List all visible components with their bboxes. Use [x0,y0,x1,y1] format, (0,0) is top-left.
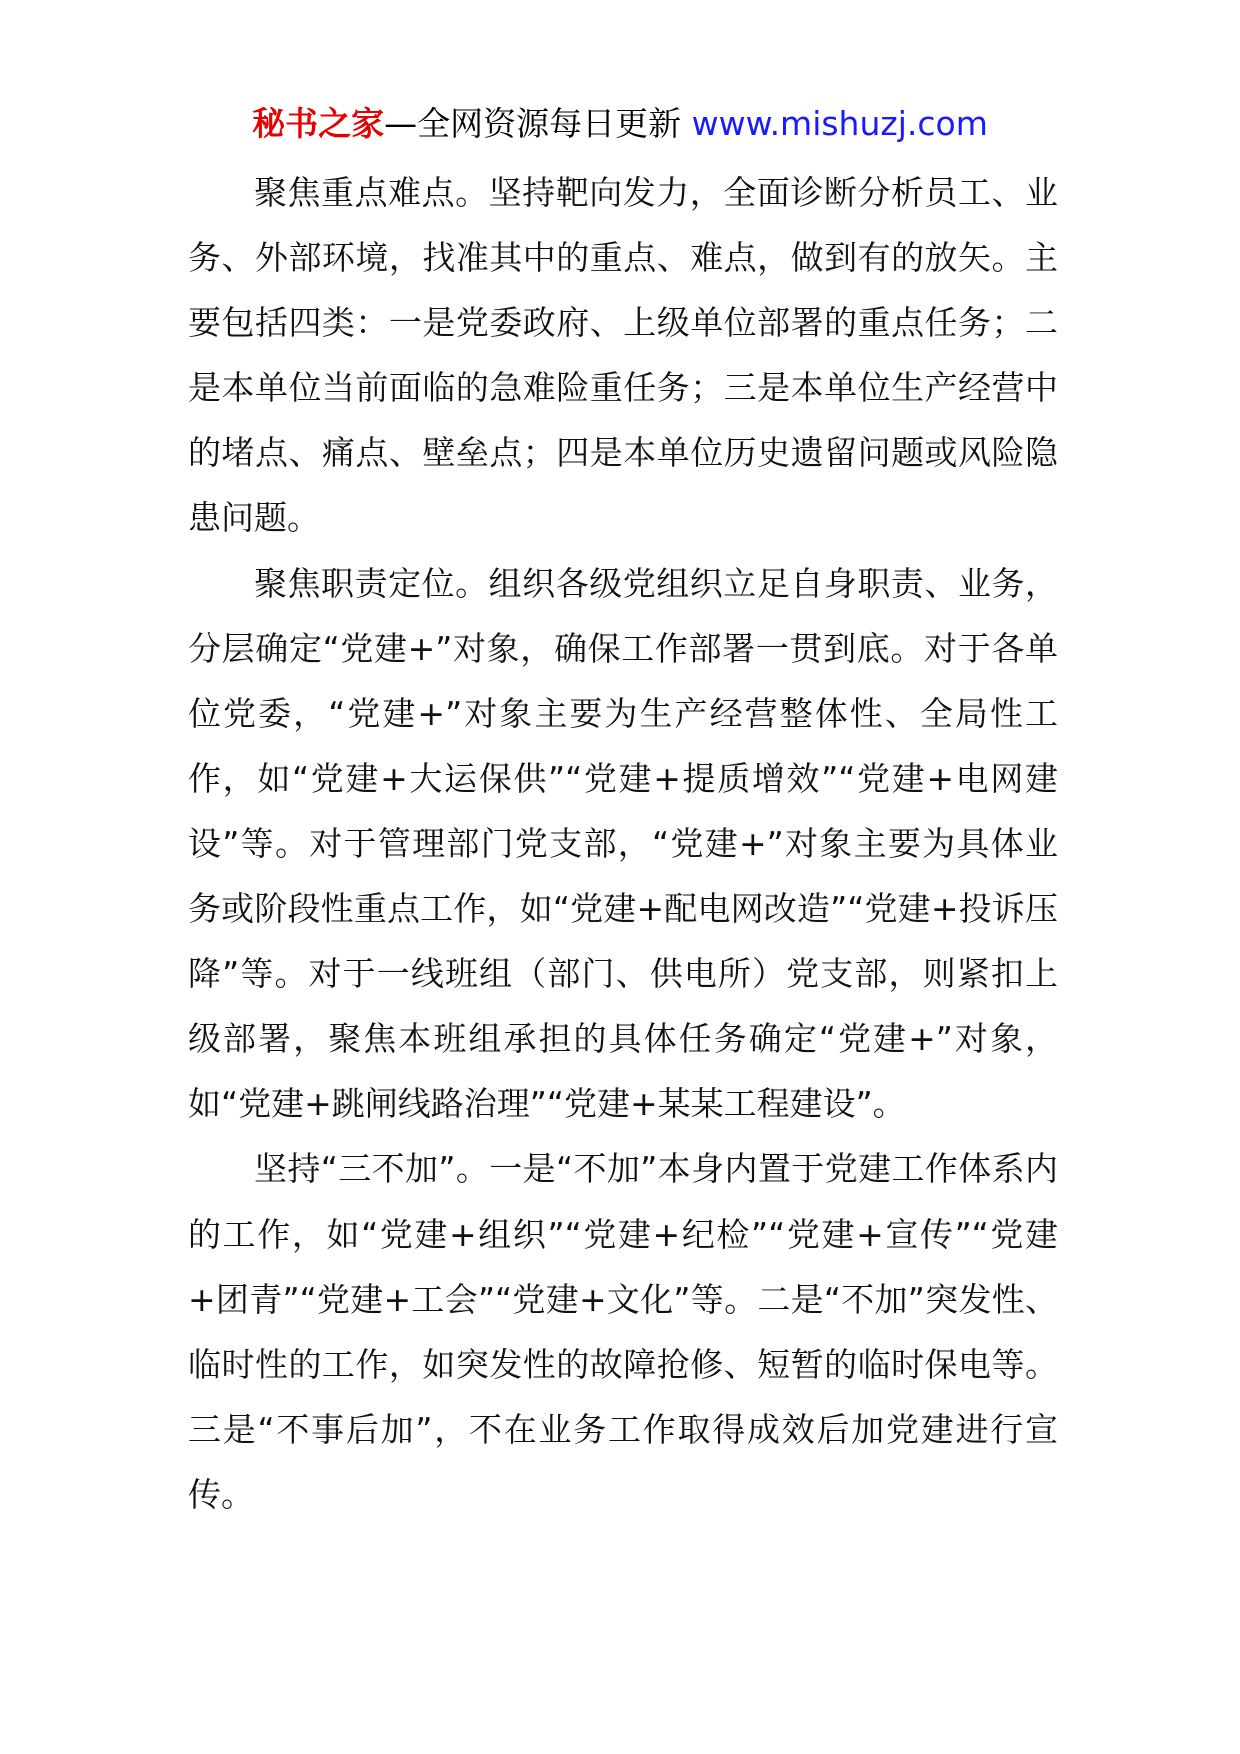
paragraph-focus-responsibilities: 聚焦职责定位。组织各级党组织立足自身职责、业务，分层确定“党建+”对象，确保工作部署一贯到底。对于各单位党委，“党建+”对象主要为生产经营整体性、全局性工作，如“党建+大运保供”“党建+提质增效”“党建+电网建设”等。对于管理部门党支部，“党建+”对象主要为具体业务或阶段性重点工作，如“党建+配电网改造”“党建+投诉压降”等。对于一线班组（部门、供电所）党支部，则紧扣上级部署，聚焦本班组承担的具体任务确定“党建+”对象，如“党建+跳闸线路治理”“党建+某某工程建设”。 [188,563,1058,1124]
paragraph-focus-key-difficulties: 聚焦重点难点。坚持靶向发力，全面诊断分析员工、业务、外部环境，找准其中的重点、难点，做到有的放矢。主要包括四类：一是党委政府、上级单位部署的重点任务；二是本单位当前面临的急难险重任务；三是本单位生产经营中的堵点、痛点、壁垒点；四是本单位历史遗留问题或风险隐患问题。 [188,173,1058,538]
page-header [0,100,1240,148]
header-slogan: —全网资源每日更新 [384,104,692,143]
website-link[interactable]: www.mishuzj.com [691,104,988,143]
paragraph-three-no-add: 坚持“三不加”。一是“不加”本身内置于党建工作体系内的工作，如“党建+组织”“党建+纪检”“党建+宣传”“党建+团青”“党建+工会”“党建+文化”等。二是“不加”突发性、临时性的工作，如突发性的故障抢修、短暂的临时保电等。三是“不事后加”，不在业务工作取得成效后加党建进行宣传。 [188,1149,1058,1514]
brand-name: 秘书之家 [252,104,385,143]
document-body [188,160,1058,1527]
